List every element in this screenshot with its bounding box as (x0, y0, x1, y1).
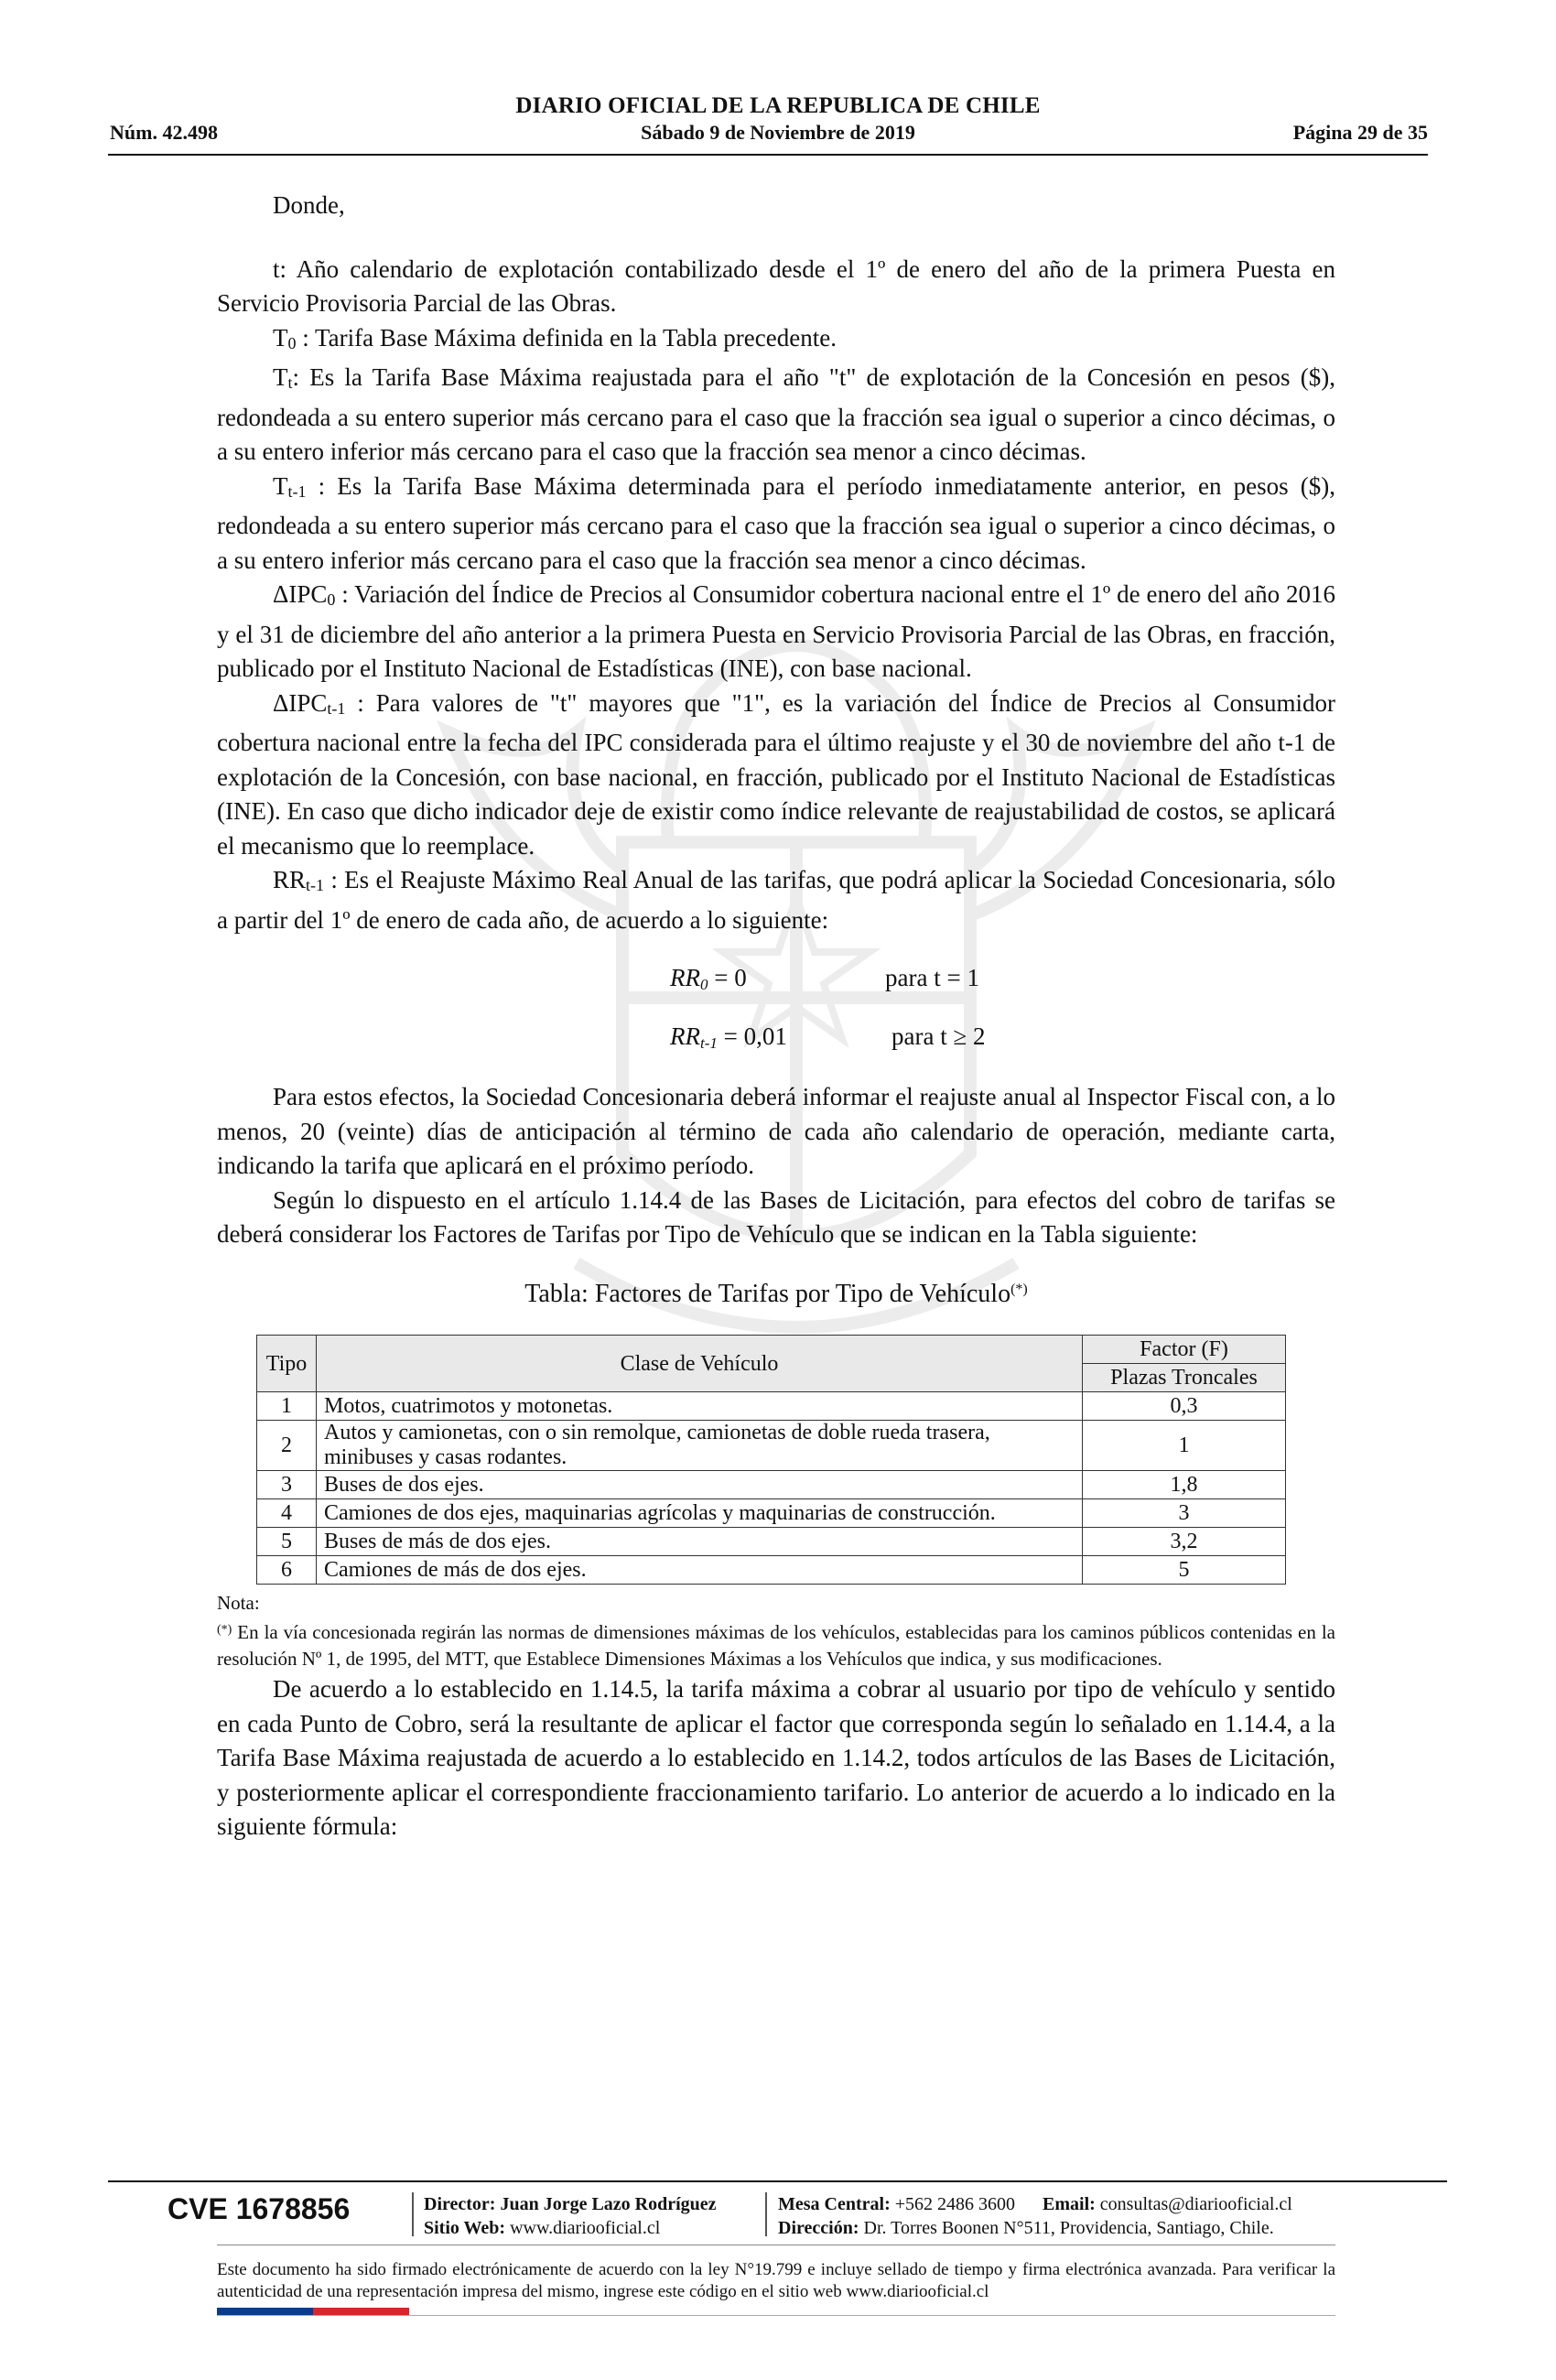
definition-t0 (217, 321, 1335, 362)
cell-factor: 0,3 (1083, 1392, 1286, 1421)
tt1-symbol: T (273, 471, 288, 500)
rr-symbol: RR (273, 866, 307, 893)
cell-factor: 1,8 (1083, 1471, 1286, 1499)
ipct1-symbol: ΔIPC (273, 688, 328, 717)
issue-date: Sábado 9 de Noviembre de 2019 (641, 121, 915, 144)
paragraph-reajuste-notice: Para estos efectos, la Sociedad Concesionaria deberá informar el reajuste anual al Inspector Fiscal con, a lo menos, 20 (veinte) días de anticipación al término de cada año calendario de operación, mediante carta, indicando la tarifa que aplicará en el próximo período. (217, 1083, 1335, 1179)
donde-line: Donde, (273, 191, 345, 219)
definition-ipct1 (217, 687, 1335, 864)
table-row (257, 1556, 1286, 1585)
footer-director-block: Director: Juan Jorge Lazo Rodríguez Sitio Web: www.diariooficial.cl (424, 2194, 717, 2238)
cell-tipo: 3 (257, 1471, 317, 1499)
header-factor: Factor (F) (1083, 1336, 1286, 1364)
cell-factor: 5 (1083, 1556, 1286, 1585)
header-clase: Clase de Vehículo (317, 1336, 1083, 1392)
cell-clase: Autos y camionetas, con o sin remolque, camionetas de doble rueda trasera, minibuses y casas rodantes. (317, 1421, 1083, 1471)
header-tipo: Tipo (257, 1336, 317, 1392)
table-row (257, 1499, 1286, 1528)
cell-tipo: 5 (257, 1528, 317, 1556)
ipc0-symbol: ΔIPC (273, 580, 328, 608)
page-number: Página 29 de 35 (1292, 121, 1428, 144)
cell-clase: Buses de más de dos ejes. (317, 1528, 1083, 1556)
cell-clase: Camiones de más de dos ejes. (317, 1556, 1083, 1585)
cell-tipo: 1 (257, 1392, 317, 1421)
formula-rrt1-condition: para t ≥ 2 (891, 1022, 986, 1050)
t0-symbol: T (273, 323, 288, 352)
ipct1-text: : Para valores de "t" mayores que "1", es la variación del Índice de Precios al Consumidor cobertura nacional entre la fecha del IPC considerada para el último reajuste y el 30 de noviembre del año t-1 de explotación de la Concesión, con base nacional, en fracción, publicado por el Instituto Nacional de Estadísticas (INE). En caso que dicho indicador deje de existir como índice relevante de reajustabilidad de costos, se aplicará el mecanismo que lo reemplace. (217, 688, 1335, 860)
cell-tipo: 6 (257, 1556, 317, 1585)
cell-factor: 3,2 (1083, 1528, 1286, 1556)
tt-text: : Es la Tarifa Base Máxima reajustada para el año "t" de explotación de la Concesión en pesos ($), redondeada a su entero superior más cercano para el caso que la fracción sea igual o superior a cinco décimas, o a su entero inferior más cercano para el caso que la fracción sea menor a cinco décimas. (217, 363, 1335, 465)
definition-tt (217, 361, 1335, 470)
cell-tipo: 2 (257, 1421, 317, 1471)
website-link[interactable]: www.diariooficial.cl (510, 2218, 661, 2238)
table-caption: Tabla: Factores de Tarifas por Tipo de Vehículo(*) (524, 1279, 1028, 1308)
footer-separator (412, 2192, 414, 2236)
definition-ipc0 (217, 578, 1335, 687)
formula-rr0-condition: para t = 1 (885, 964, 979, 991)
table-row (257, 1471, 1286, 1499)
phone-number: +562 2486 3600 (894, 2194, 1016, 2214)
table-row (257, 1528, 1286, 1556)
table-note (217, 1590, 1335, 1672)
definition-rr (217, 863, 1335, 937)
cell-tipo: 4 (257, 1499, 317, 1528)
formula-rrt1: RRt-1 = 0,01 (670, 1022, 787, 1052)
tt-symbol: T (273, 363, 288, 391)
ipct1-subscript: t-1 (327, 698, 346, 718)
footer-bottom-rule (217, 2315, 1335, 2316)
header-divider (108, 154, 1428, 156)
cell-factor: 3 (1083, 1499, 1286, 1528)
cve-code: CVE 1678856 (167, 2192, 351, 2225)
table-row (257, 1392, 1286, 1421)
footer-contact-block: Mesa Central: +562 2486 3600 Email: consultas@diariooficial.cl Dirección: Dr. Torres Boonen N°511, Providencia, Santiago, Chile. (778, 2194, 1292, 2238)
cell-factor: 1 (1083, 1421, 1286, 1471)
definition-t: t: Año calendario de explotación contabilizado desde el 1º de enero del año de la primera Puesta en Servicio Provisoria Parcial de las Obras. (217, 254, 1335, 317)
note-text: (*) En la vía concesionada regirán las normas de dimensiones máximas de los vehículos, establecidas para los caminos públicos contenidas en la resolución Nº 1, de 1995, del MTT, que Establece Dimensiones Máximas a los Vehículos que indica, y sus modificaciones. (217, 1621, 1335, 1670)
t0-subscript: 0 (287, 333, 297, 352)
email-link[interactable]: consultas@diariooficial.cl (1099, 2194, 1292, 2214)
paragraph-factores-intro: Según lo dispuesto en el artículo 1.14.4 de las Bases de Licitación, para efectos del cobro de tarifas se deberá considerar los Factores de Tarifas por Tipo de Vehículo que se indican en la Tabla siguiente: (217, 1185, 1335, 1248)
paragraph-tarifa-maxima: De acuerdo a lo establecido en 1.14.5, la tarifa máxima a cobrar al usuario por tipo de vehículo y sentido en cada Punto de Cobro, será la resultante de aplicar el factor que corresponda según lo señalado en 1.14.4, a la Tarifa Base Máxima reajustada de acuerdo a lo establecido en 1.14.2, todos artículos de las Bases de Licitación, y posteriormente aplicar el correspondiente fraccionamiento tarifario. Lo anterior de acuerdo a lo indicado en la siguiente fórmula: (217, 1675, 1335, 1840)
footer-divider (108, 2180, 1447, 2182)
t0-text: : Tarifa Base Máxima definida en la Tabla precedente. (296, 323, 837, 352)
cell-clase: Camiones de dos ejes, maquinarias agrícolas y maquinarias de construcción. (317, 1499, 1083, 1528)
director-name: Juan Jorge Lazo Rodríguez (500, 2194, 717, 2214)
ipc0-text: : Variación del Índice de Precios al Consumidor cobertura nacional entre el 1º de enero del año 2016 y el 31 de diciembre del año anterior a la primera Puesta en Servicio Provisoria Parcial de las Obras, en fracción, publicado por el Instituto Nacional de Estadísticas (INE), con base nacional. (217, 580, 1335, 682)
tt1-subscript: t-1 (287, 481, 307, 501)
footer-separator (765, 2192, 767, 2236)
cell-clase: Motos, cuatrimotos y motonetas. (317, 1392, 1083, 1421)
rr-formulas (217, 954, 1335, 1066)
header-plazas: Plazas Troncales (1083, 1364, 1286, 1392)
tt1-text: : Es la Tarifa Base Máxima determinada para el período inmediatamente anterior, en pesos ($), redondeada a su entero superior más cercano para el caso que la fracción sea igual o superior a cinco décimas, o a su entero inferior más cercano para el caso que la fracción sea menor a cinco décimas. (217, 471, 1335, 574)
document-body (217, 189, 1335, 1844)
publication-title: DIARIO OFICIAL DE LA REPUBLICA DE CHILE (515, 93, 1041, 118)
address: Dr. Torres Boonen N°511, Providencia, Santiago, Chile. (863, 2218, 1274, 2238)
table-row (257, 1421, 1286, 1471)
ipc0-subscript: 0 (327, 590, 336, 609)
definition-tt1 (217, 470, 1335, 579)
note-label: Nota: (217, 1592, 260, 1614)
signature-note: Este documento ha sido firmado electrónicamente de acuerdo con la ley N°19.799 e incluye sellado de tiempo y firma electrónica avanzada. Para verificar la autenticidad de una representación impresa del mismo, ingrese este código en el sitio web www.diariooficial.cl (217, 2260, 1335, 2301)
caption-footnote-mark: (*) (1010, 1281, 1028, 1297)
tt-subscript: t (287, 373, 293, 392)
rr-text: : Es el Reajuste Máximo Real Anual de las tarifas, que podrá aplicar la Sociedad Concesionaria, sólo a partir del 1º de enero de cada año, de acuerdo a lo siguiente: (217, 866, 1335, 934)
issue-number: Núm. 42.498 (110, 121, 218, 144)
cell-clase: Buses de dos ejes. (317, 1471, 1083, 1499)
vehicle-factor-table (256, 1335, 1286, 1585)
formula-rr0: RR0 = 0 (670, 964, 747, 993)
rr-subscript: t-1 (306, 876, 325, 894)
